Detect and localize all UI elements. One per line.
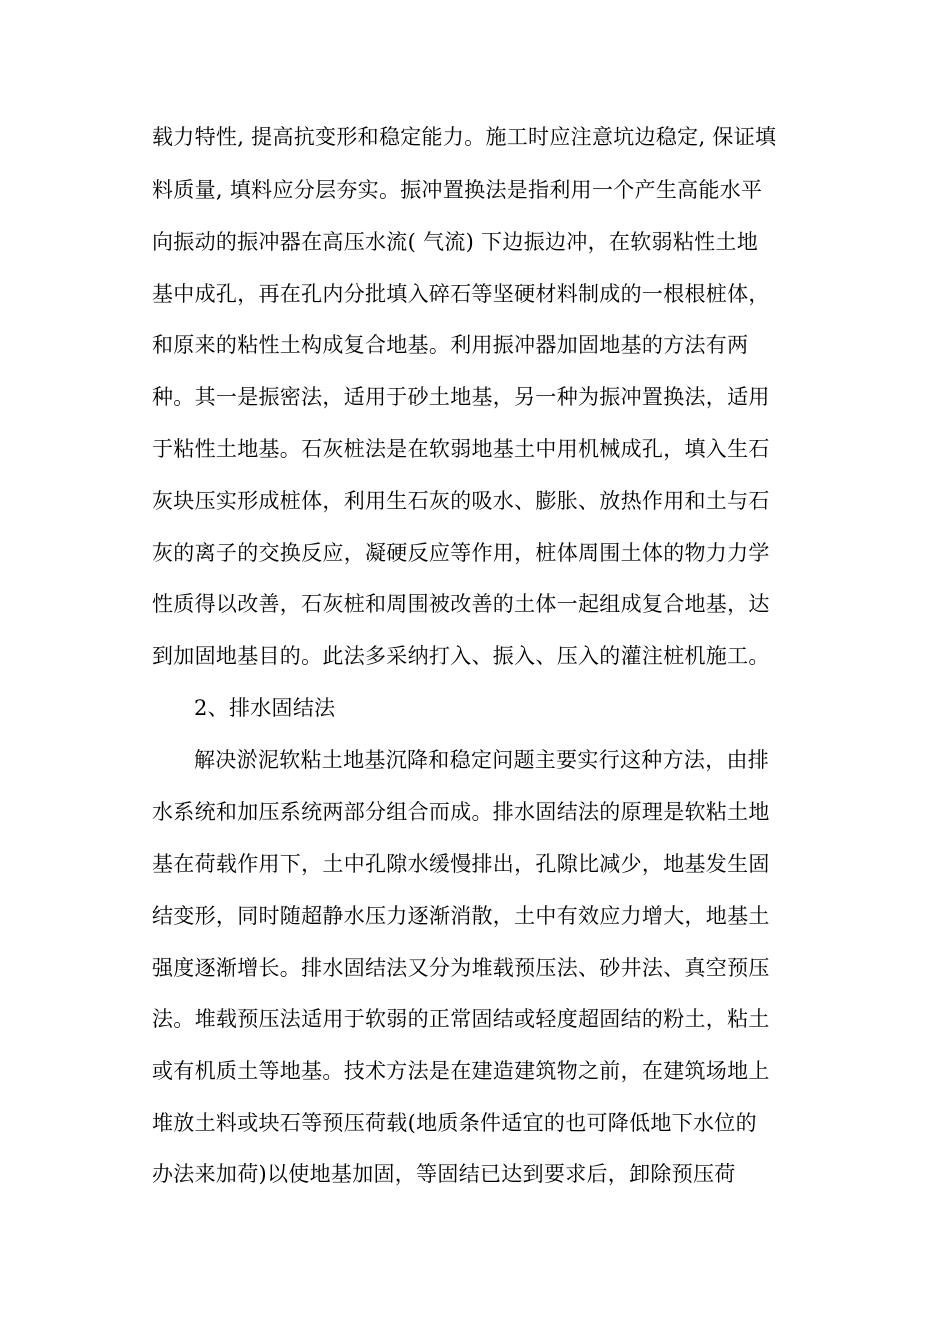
paragraph-line: 或有机质土等地基。技术方法是在建造建筑物之前，在建筑场地上 (152, 1059, 770, 1083)
paragraph-line: 堆放土料或块石等预压荷载(地质条件适宜的也可降低地下水位的 (152, 1111, 757, 1135)
paragraph-line: 向振动的振冲器在高压水流( 气流) 下边振边冲，在软弱粘性土地 (152, 230, 759, 254)
paragraph-line: 水系统和加压系统两部分组合而成。排水固结法的原理是软粘土地 (152, 800, 770, 824)
paragraph-line: 和原来的粘性土构成复合地基。利用振冲器加固地基的方法有两 (152, 333, 749, 357)
paragraph-line: 强度逐渐增长。排水固结法又分为堆载预压法、砂井法、真空预压 (152, 956, 770, 980)
paragraph-line: 性质得以改善，石灰桩和周围被改善的土体一起组成复合地基，达 (152, 592, 770, 616)
paragraph-line: 灰的离子的交换反应，凝硬反应等作用，桩体周围土体的物力力学 (152, 541, 770, 565)
paragraph-line: 灰块压实形成桩体，利用生石灰的吸水、膨胀、放热作用和土与石 (152, 489, 770, 513)
paragraph-line: 种。其一是振密法，适用于砂土地基，另一种为振冲置换法，适用 (152, 385, 770, 409)
paragraph-line: 基中成孔，再在孔内分批填入碎石等坚硬材料制成的一根根桩体， (152, 282, 770, 306)
paragraph-line: 法。堆载预压法适用于软弱的正常固结或轻度超固结的粉土，粘土 (152, 1007, 770, 1031)
paragraph-line: 办法来加荷)以使地基加固，等固结已达到要求后，卸除预压荷 (152, 1162, 736, 1186)
paragraph-line: 结变形，同时随超静水压力逐渐消散，土中有效应力增大，地基土 (152, 904, 770, 928)
section-heading: 2、排水固结法 (194, 696, 336, 720)
paragraph-line: 料质量, 填料应分层夯实。振冲置换法是指利用一个产生高能水平 (152, 178, 763, 202)
paragraph-line: 基在荷载作用下，土中孔隙水缓慢排出，孔隙比减少，地基发生固 (152, 852, 770, 876)
paragraph-line: 载力特性, 提高抗变形和稳定能力。施工时应注意坑边稳定, 保证填 (152, 125, 777, 149)
paragraph-line: 到加固地基目的。此法多采纳打入、振入、压入的灌注桩机施工。 (152, 644, 770, 668)
paragraph-line: 解决淤泥软粘土地基沉降和稳定问题主要实行这种方法，由排 (194, 748, 770, 772)
paragraph-line: 于粘性土地基。石灰桩法是在软弱地基土中用机械成孔，填入生石 (152, 437, 770, 461)
